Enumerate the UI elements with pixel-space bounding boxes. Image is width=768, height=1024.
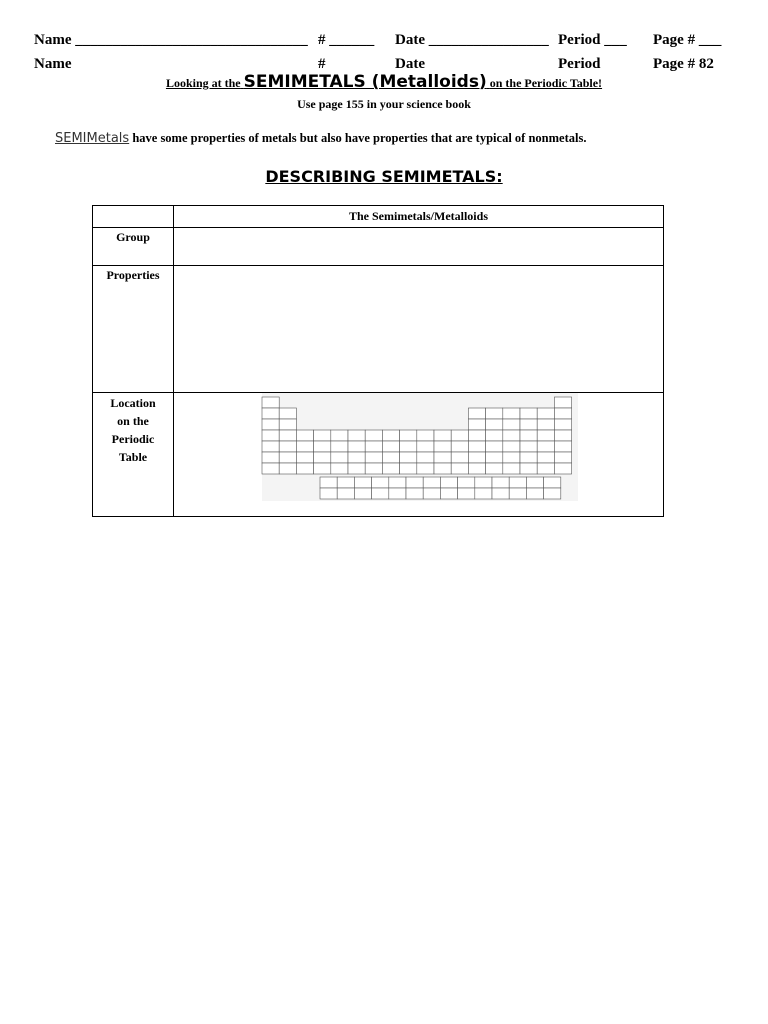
element-cell: [400, 430, 417, 441]
element-cell: [503, 419, 520, 430]
location-label-line: Periodic: [111, 432, 155, 446]
element-cell: [314, 452, 331, 463]
element-cell: [554, 430, 571, 441]
cut-date-label: Date: [395, 56, 425, 72]
element-cell: [417, 463, 434, 474]
element-cell: [544, 488, 561, 499]
element-cell: [554, 452, 571, 463]
element-cell: [468, 419, 485, 430]
element-cell: [389, 477, 406, 488]
element-cell: [486, 430, 503, 441]
element-cell: [331, 452, 348, 463]
row-label-group: Group: [93, 228, 174, 266]
element-cell: [400, 441, 417, 452]
intro-term: SEMIMetals: [55, 131, 130, 146]
element-cell: [417, 452, 434, 463]
section-heading: DESCRIBING SEMIMETALS:: [265, 167, 503, 186]
location-label-line: Location: [110, 396, 156, 410]
cut-number-label: #: [318, 56, 326, 72]
column-header: The Semimetals/Metalloids: [174, 206, 664, 228]
element-cell: [389, 488, 406, 499]
element-cell: [486, 408, 503, 419]
element-cell: [406, 477, 423, 488]
element-cell: [314, 463, 331, 474]
location-answer-cell[interactable]: [174, 393, 664, 517]
element-cell: [262, 408, 279, 419]
element-cell: [526, 488, 543, 499]
element-cell: [537, 419, 554, 430]
element-cell: [262, 419, 279, 430]
element-cell: [365, 452, 382, 463]
element-cell: [468, 441, 485, 452]
worksheet-subtitle: Use page 155 in your science book: [297, 97, 471, 111]
element-cell: [331, 441, 348, 452]
element-cell: [279, 419, 296, 430]
properties-answer-cell[interactable]: [174, 266, 664, 393]
element-cell: [554, 463, 571, 474]
element-cell: [337, 488, 354, 499]
intro-text: have some properties of metals but also have properties that are typical of nonmetals.: [129, 131, 587, 145]
element-cell: [279, 408, 296, 419]
element-cell: [486, 452, 503, 463]
element-cell: [503, 452, 520, 463]
element-cell: [468, 463, 485, 474]
element-cell: [262, 397, 279, 408]
page-field-label: Page # ___: [653, 32, 722, 48]
element-cell: [348, 430, 365, 441]
title-suffix: on the Periodic Table!: [489, 76, 603, 90]
element-cell: [503, 408, 520, 419]
element-cell: [314, 441, 331, 452]
element-cell: [400, 452, 417, 463]
periodic-table-icon: [262, 393, 578, 501]
element-cell: [492, 477, 509, 488]
row-label-location: [93, 393, 174, 517]
element-cell: [262, 441, 279, 452]
clipped-header-line: [34, 56, 734, 72]
element-cell: [520, 441, 537, 452]
element-cell: [520, 419, 537, 430]
element-cell: [492, 488, 509, 499]
element-cell: [279, 430, 296, 441]
element-cell: [279, 441, 296, 452]
element-cell: [296, 430, 313, 441]
element-cell: [434, 463, 451, 474]
element-cell: [372, 477, 389, 488]
element-cell: [554, 419, 571, 430]
cut-name-label: Name: [34, 56, 72, 72]
table-row: [93, 393, 664, 517]
date-field-label: Date ________________: [395, 32, 549, 48]
element-cell: [537, 441, 554, 452]
element-cell: [554, 397, 571, 408]
element-cell: [520, 452, 537, 463]
element-cell: [451, 452, 468, 463]
element-cell: [337, 477, 354, 488]
element-cell: [382, 430, 399, 441]
element-cell: [423, 477, 440, 488]
element-cell: [382, 452, 399, 463]
element-cell: [537, 430, 554, 441]
element-cell: [382, 463, 399, 474]
group-answer-cell[interactable]: [174, 228, 664, 266]
element-cell: [520, 463, 537, 474]
row-label-properties: Properties: [93, 266, 174, 393]
element-cell: [314, 430, 331, 441]
element-cell: [331, 463, 348, 474]
element-cell: [475, 477, 492, 488]
worksheet-title: [0, 72, 768, 92]
element-cell: [537, 408, 554, 419]
element-cell: [348, 441, 365, 452]
semimetals-table: [92, 205, 664, 517]
element-cell: [544, 477, 561, 488]
element-cell: [451, 441, 468, 452]
element-cell: [434, 452, 451, 463]
element-cell: [468, 408, 485, 419]
element-cell: [262, 430, 279, 441]
element-cell: [554, 441, 571, 452]
element-cell: [554, 408, 571, 419]
element-cell: [503, 441, 520, 452]
element-cell: [526, 477, 543, 488]
table-row: [93, 228, 664, 266]
element-cell: [520, 430, 537, 441]
element-cell: [279, 452, 296, 463]
element-cell: [475, 488, 492, 499]
element-cell: [451, 463, 468, 474]
name-field-label: Name _______________________________: [34, 32, 308, 48]
element-cell: [354, 488, 371, 499]
element-cell: [296, 452, 313, 463]
element-cell: [296, 441, 313, 452]
element-cell: [434, 441, 451, 452]
period-field-label: Period ___: [558, 32, 627, 48]
element-cell: [382, 441, 399, 452]
element-cell: [365, 430, 382, 441]
element-cell: [296, 463, 313, 474]
element-cell: [509, 477, 526, 488]
element-cell: [440, 477, 457, 488]
element-cell: [486, 463, 503, 474]
element-cell: [406, 488, 423, 499]
intro-sentence: [55, 131, 586, 146]
element-cell: [440, 488, 457, 499]
element-cell: [486, 419, 503, 430]
element-cell: [320, 477, 337, 488]
cut-period-label: Period: [558, 56, 601, 72]
element-cell: [372, 488, 389, 499]
element-cell: [434, 430, 451, 441]
element-cell: [365, 441, 382, 452]
element-cell: [468, 430, 485, 441]
title-prefix: Looking at the: [165, 76, 241, 90]
location-label-line: on the: [117, 414, 149, 428]
element-cell: [354, 477, 371, 488]
element-cell: [365, 463, 382, 474]
element-cell: [423, 488, 440, 499]
table-header-row: [93, 206, 664, 228]
element-cell: [458, 488, 475, 499]
empty-corner-cell: [93, 206, 174, 228]
element-cell: [262, 463, 279, 474]
element-cell: [348, 463, 365, 474]
element-cell: [417, 430, 434, 441]
location-label-line: Table: [118, 450, 148, 464]
element-cell: [458, 477, 475, 488]
element-cell: [537, 463, 554, 474]
element-cell: [320, 488, 337, 499]
element-cell: [486, 441, 503, 452]
table-row: [93, 266, 664, 393]
element-cell: [451, 430, 468, 441]
element-cell: [503, 430, 520, 441]
element-cell: [279, 463, 296, 474]
title-main: SEMIMETALS (Metalloids): [243, 72, 487, 92]
element-cell: [503, 463, 520, 474]
cut-page-label: Page # 82: [653, 56, 714, 72]
element-cell: [331, 430, 348, 441]
number-field-label: # ______: [318, 32, 375, 48]
element-cell: [348, 452, 365, 463]
element-cell: [262, 452, 279, 463]
element-cell: [468, 452, 485, 463]
element-cell: [509, 488, 526, 499]
element-cell: [520, 408, 537, 419]
element-cell: [400, 463, 417, 474]
element-cell: [537, 452, 554, 463]
element-cell: [417, 441, 434, 452]
